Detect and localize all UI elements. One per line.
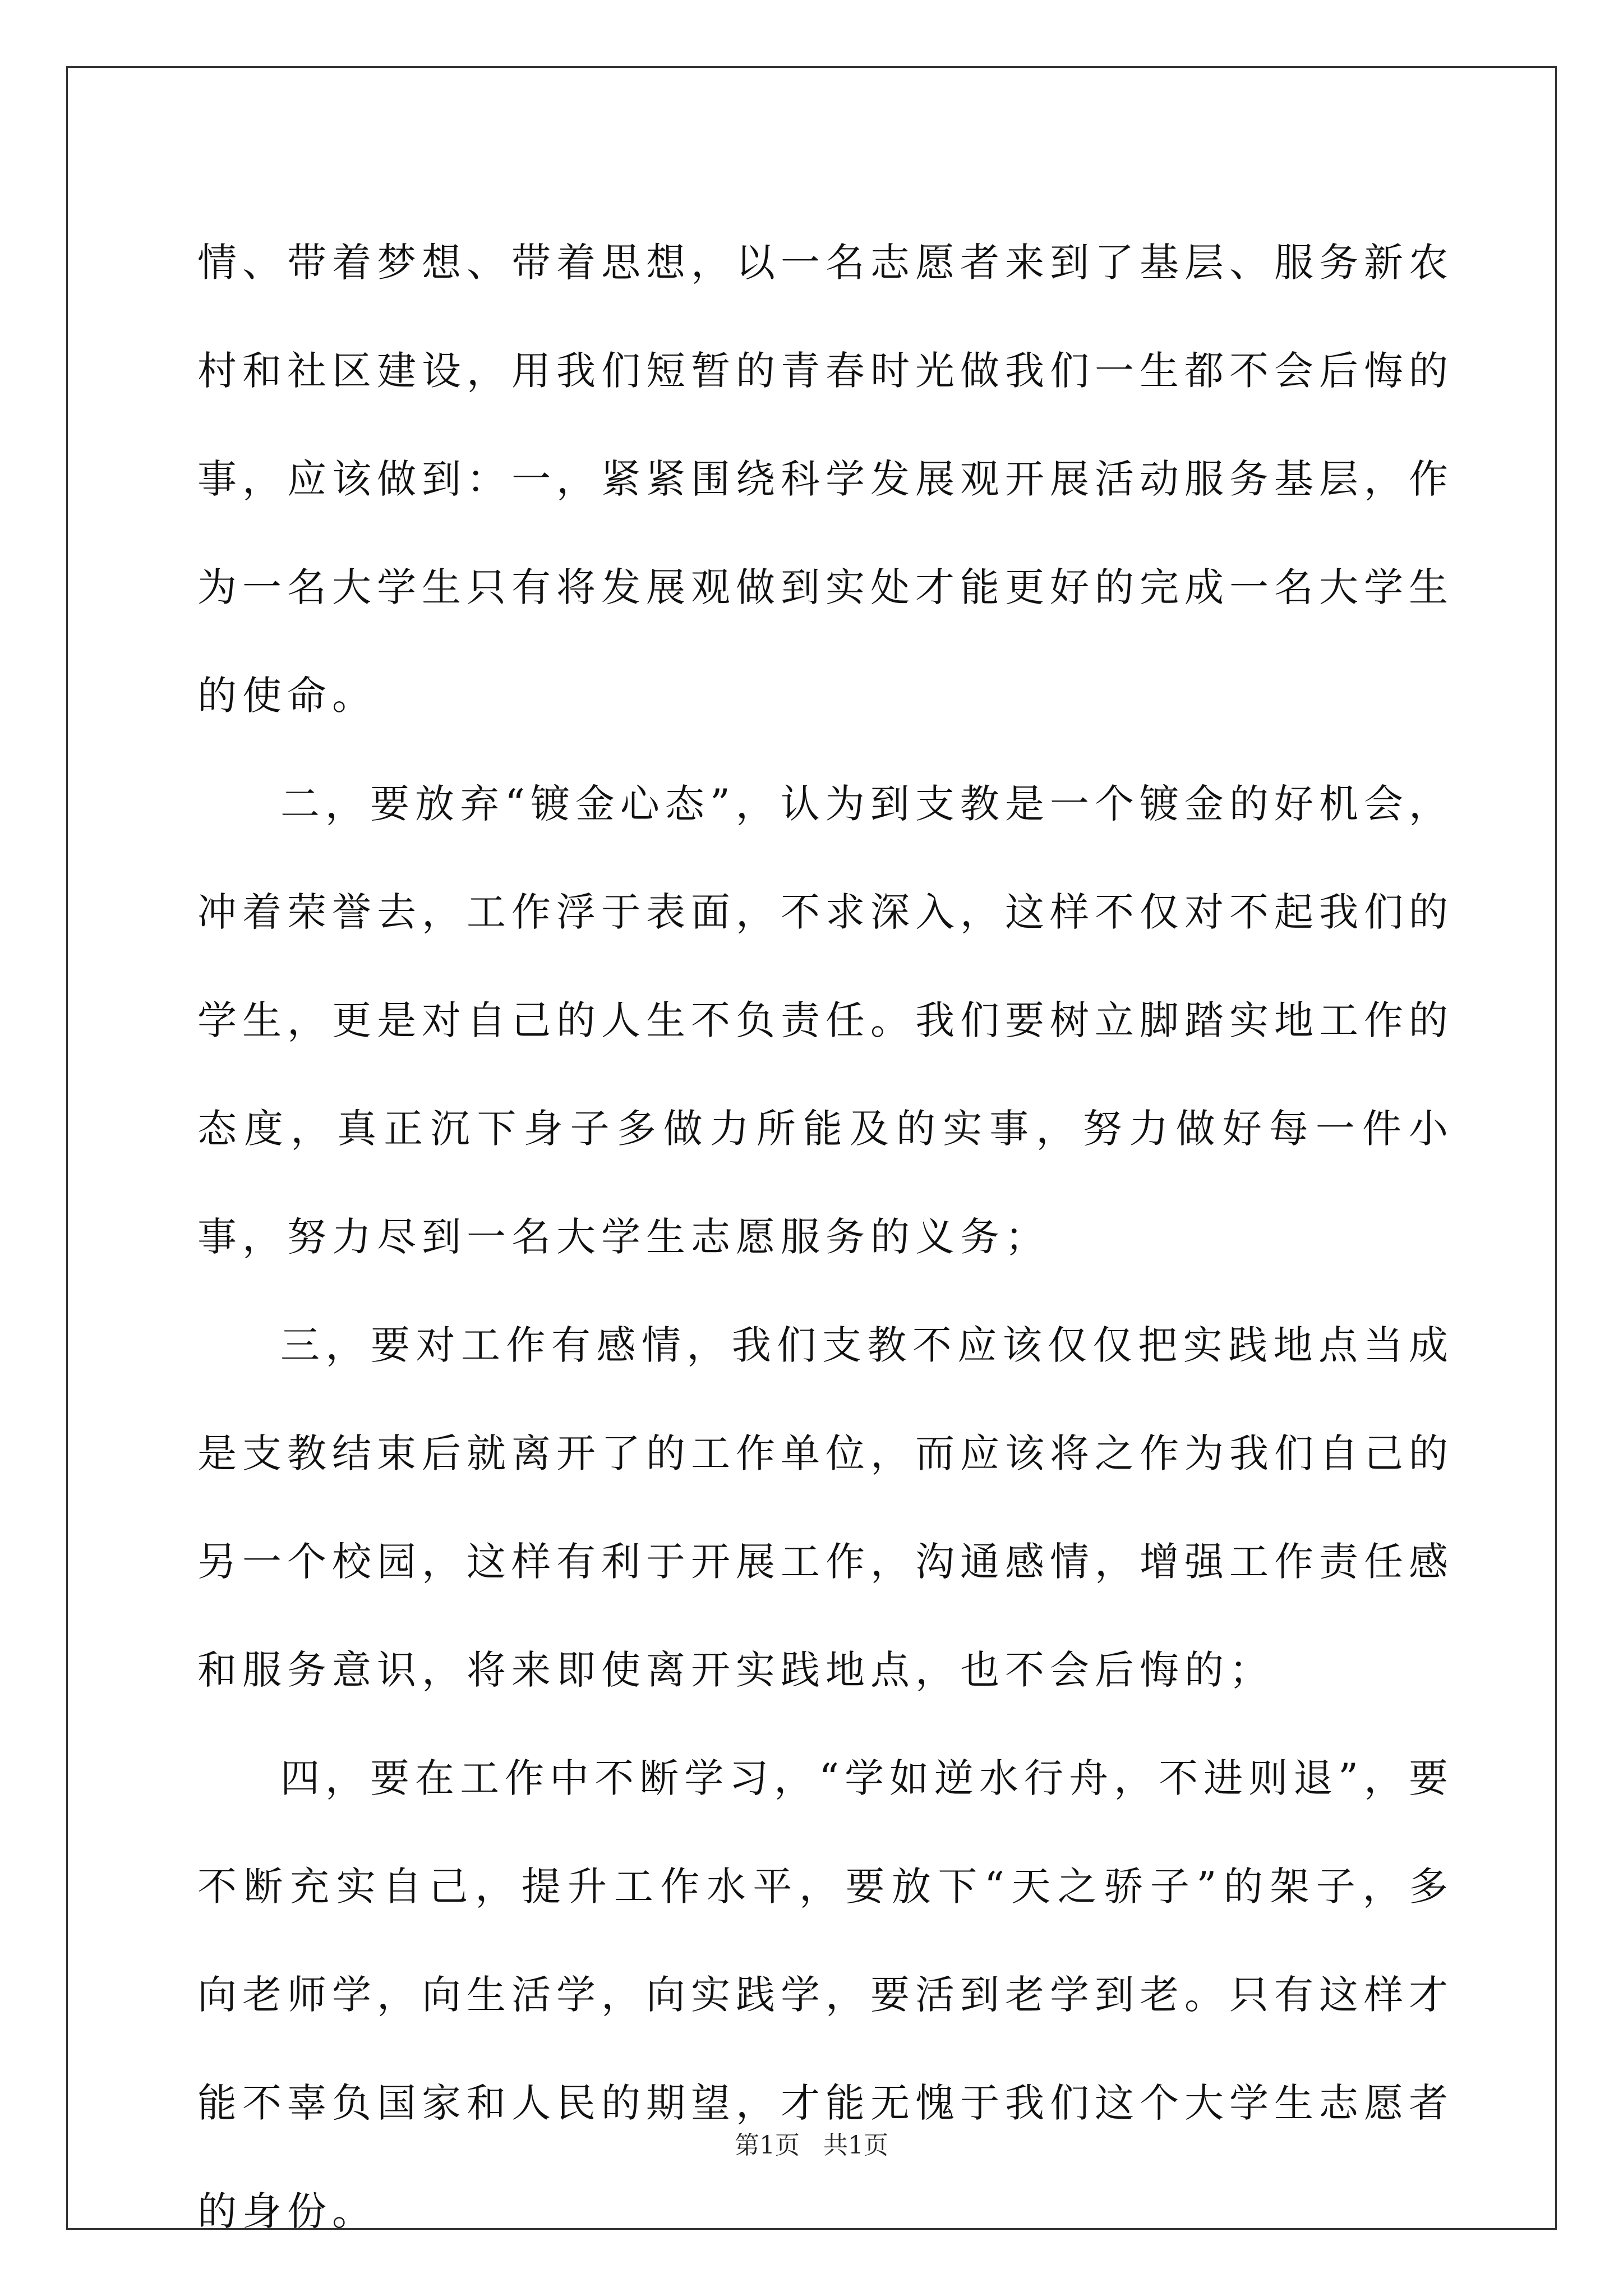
- document-body: [197, 209, 1454, 2266]
- paragraph-4: 四，要在工作中不断学习，“学如逆水行舟，不进则退”，要不断充实自己，提升工作水平，要放下“天之骄子”的架子，多向老师学，向生活学，向实践学，要活到老学到老。只有这样才能不辜负国家和人民的期望，才能无愧于我们这个大学生志愿者的身份。: [197, 1755, 1454, 2234]
- page-number: 第1页: [735, 2131, 800, 2160]
- page-footer: [0, 2125, 1623, 2161]
- paragraph-2: 二，要放弃“镀金心态”，认为到支教是一个镀金的好机会，冲着荣誉去，工作浮于表面，不求深入，这样不仅对不起我们的学生，更是对自己的人生不负责任。我们要树立脚踏实地工作的态度，真正沉下身子多做力所能及的实事，努力做好每一件小事，努力尽到一名大学生志愿服务的义务；: [197, 781, 1454, 1260]
- paragraph-1: 情、带着梦想、带着思想，以一名志愿者来到了基层、服务新农村和社区建设，用我们短暂的青春时光做我们一生都不会后悔的事，应该做到：一，紧紧围绕科学发展观开展活动服务基层，作为一名大学生只有将发展观做到实处才能更好的完成一名大学生的使命。: [197, 240, 1454, 719]
- paragraph-3: 三，要对工作有感情，我们支教不应该仅仅把实践地点当成是支教结束后就离开了的工作单位，而应该将之作为我们自己的另一个校园，这样有利于开展工作，沟通感情，增强工作责任感和服务意识，将来即使离开实践地点，也不会后悔的；: [197, 1322, 1454, 1693]
- total-pages: 共1页: [823, 2131, 888, 2160]
